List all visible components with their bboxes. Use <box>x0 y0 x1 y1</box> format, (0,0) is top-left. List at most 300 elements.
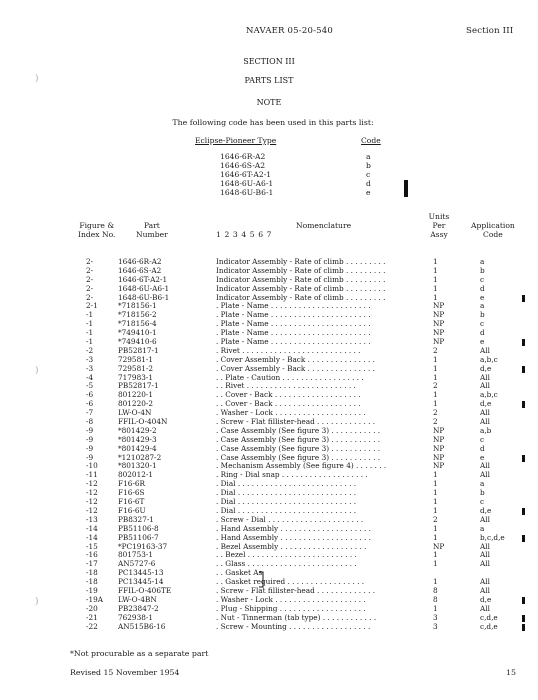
nomenclature: . Cover Assembly - Back . . . . . . . . . . . . . . . <box>216 355 375 364</box>
table-row <box>0 391 538 400</box>
code-type: 1648-6U-B6-1 <box>220 188 274 198</box>
units-per-assy: NP <box>433 452 445 462</box>
figure-index: -12 <box>86 497 98 507</box>
units-per-assy: NP <box>433 328 445 338</box>
change-bar <box>522 339 525 346</box>
table-row <box>0 311 538 320</box>
nomenclature: . Dial . . . . . . . . . . . . . . . . . . . . . . . . . . <box>216 480 357 489</box>
section-title: SECTION III <box>243 57 295 66</box>
col-app-line1: Application <box>471 221 515 230</box>
nomenclature: . Screw - Flat fillister-head . . . . . . . . . . . . . <box>216 586 376 595</box>
units-per-assy: NP <box>433 301 445 311</box>
table-row <box>0 445 538 454</box>
application-code: All <box>480 417 490 427</box>
change-bar <box>522 295 525 302</box>
note-heading: NOTE <box>256 98 282 107</box>
part-number: 801220-1 <box>118 390 153 400</box>
nomenclature: . Case Assembly (See figure 3) . . . . . . . . . . . <box>216 435 381 444</box>
nomenclature: Indicator Assembly - Rate of climb . . . . . . . . . <box>216 275 386 284</box>
application-code: b,c,d,e <box>480 532 505 542</box>
col-nomenclature-header: Nomenclature <box>296 221 352 230</box>
parts-table <box>0 258 538 631</box>
part-number: F16-6S <box>118 488 145 498</box>
units-per-assy: 1 <box>433 292 438 302</box>
figure-index: -21 <box>86 612 98 622</box>
part-number: *801320-1 <box>118 461 157 471</box>
figure-index: -1 <box>86 328 94 338</box>
application-code: b <box>480 310 485 320</box>
nomenclature: . . Rivet . . . . . . . . . . . . . . . . . . . . . . . . <box>216 382 356 391</box>
col-units-line2: Per <box>432 221 446 230</box>
application-code: All <box>480 603 490 613</box>
part-number: *PC19163-37 <box>118 541 168 551</box>
code-letter: e <box>366 188 371 198</box>
nomenclature: . Case Assembly (See figure 3) . . . . . . . . . . . <box>216 453 381 462</box>
code-row <box>220 161 371 171</box>
table-row <box>0 454 538 463</box>
table-row <box>0 489 538 498</box>
table-row <box>0 258 538 267</box>
figure-index: -1 <box>86 319 94 329</box>
part-number: 1648-6U-B6-1 <box>118 292 170 302</box>
col-part-line1: Part <box>143 221 160 230</box>
part-number: *1210287-2 <box>118 452 162 462</box>
part-number: *718156-2 <box>118 310 157 320</box>
units-per-assy: 2 <box>433 381 438 391</box>
code-letter: c <box>366 170 371 180</box>
table-row <box>0 534 538 543</box>
application-code: d,e <box>480 505 492 515</box>
units-per-assy: 1 <box>433 372 438 382</box>
units-per-assy: 1 <box>433 265 438 275</box>
part-number: F16-6U <box>118 505 146 515</box>
application-code: d <box>480 443 485 453</box>
figure-index: -12 <box>86 488 98 498</box>
application-code: e <box>480 452 485 462</box>
units-per-assy: 2 <box>433 408 438 418</box>
table-row <box>0 294 538 303</box>
col-units-header <box>425 212 453 239</box>
application-code: d,e <box>480 594 492 604</box>
part-number: 1646-6R-A2 <box>118 257 162 266</box>
application-code: All <box>480 541 490 551</box>
part-number: 729581-2 <box>118 363 153 373</box>
code-row <box>220 179 371 189</box>
application-code: All <box>480 585 490 595</box>
table-row <box>0 374 538 383</box>
part-number: AN515B6-16 <box>118 621 166 631</box>
application-code: a <box>480 257 485 266</box>
figure-index: -12 <box>86 505 98 515</box>
figure-index: -19A <box>86 594 104 604</box>
figure-index: -9 <box>86 452 94 462</box>
nomenclature: . . Cover - Back . . . . . . . . . . . . . . . . . . . <box>216 400 361 409</box>
note-text: The following code has been used in this parts list: <box>172 118 374 127</box>
figure-index: -16 <box>86 550 98 560</box>
page-number: 15 <box>506 668 516 677</box>
figure-index: -14 <box>86 532 98 542</box>
units-per-assy: 1 <box>433 399 438 409</box>
section-label: Section III <box>466 26 514 36</box>
table-row <box>0 347 538 356</box>
units-per-assy: 1 <box>433 550 438 560</box>
code-row <box>220 188 371 198</box>
change-bar <box>522 597 525 604</box>
application-code: All <box>480 461 490 471</box>
application-code: c,d,e <box>480 621 498 631</box>
application-code: All <box>480 514 490 524</box>
nomenclature: . Hand Assembly . . . . . . . . . . . . . . . . . . . . <box>216 524 371 533</box>
col-figure-header <box>78 221 115 239</box>
nomenclature: . Dial . . . . . . . . . . . . . . . . . . . . . . . . . . <box>216 498 357 507</box>
gasket-bracket <box>258 571 266 589</box>
figure-index: -3 <box>86 354 94 364</box>
application-code: c <box>480 497 485 507</box>
code-letter: a <box>366 152 371 161</box>
application-code: b <box>480 265 485 275</box>
table-row <box>0 578 538 587</box>
part-number: *749410-1 <box>118 328 157 338</box>
figure-index: -13 <box>86 514 98 524</box>
table-row <box>0 320 538 329</box>
col-figure-line2: Index No. <box>78 230 116 239</box>
units-per-assy: 1 <box>433 497 438 507</box>
figure-index: 2- <box>86 283 94 293</box>
nomenclature: . Mechanism Assembly (See figure 4) . . . . . . . <box>216 462 387 471</box>
table-row <box>0 409 538 418</box>
application-code: b <box>480 488 485 498</box>
units-per-assy: NP <box>433 461 445 471</box>
figure-index: -17 <box>86 559 98 569</box>
nomenclature: . Nut - Tinnerman (tab type) . . . . . . . . . . . . <box>216 613 377 622</box>
nomenclature: Indicator Assembly - Rate of climb . . . . . . . . . <box>216 293 386 302</box>
application-code: All <box>480 372 490 382</box>
col-units-line1: Units <box>428 212 450 221</box>
units-per-assy: 1 <box>433 283 438 293</box>
part-number: PC13445-14 <box>118 577 164 587</box>
nomenclature: Indicator Assembly - Rate of climb . . . . . . . . . <box>216 284 386 293</box>
part-number: PB51106-8 <box>118 523 159 533</box>
application-code: All <box>480 345 490 355</box>
table-row <box>0 596 538 605</box>
application-code: All <box>480 559 490 569</box>
change-bar <box>522 535 525 542</box>
nomenclature: Indicator Assembly - Rate of climb . . . . . . . . . <box>216 258 386 266</box>
code-type: 1646-6T-A2-1 <box>220 170 272 180</box>
units-per-assy: 1 <box>433 479 438 489</box>
figure-index: -9 <box>86 434 94 444</box>
table-row <box>0 382 538 391</box>
units-per-assy: 1 <box>433 532 438 542</box>
table-row <box>0 302 538 311</box>
nomenclature: . Plug - Shipping . . . . . . . . . . . . . . . . . . . <box>216 604 366 613</box>
table-row <box>0 276 538 285</box>
nomenclature: . Washer - Lock . . . . . . . . . . . . . . . . . . . . <box>216 595 366 604</box>
part-number: F16-6R <box>118 479 145 489</box>
code-code-header-label: Code <box>361 136 381 145</box>
application-code: All <box>480 381 490 391</box>
units-per-assy: 1 <box>433 559 438 569</box>
part-number: PB52817-1 <box>118 345 159 355</box>
col-figure-line1: Figure & <box>79 221 115 230</box>
change-bar <box>522 366 525 373</box>
units-per-assy: 8 <box>433 585 438 595</box>
units-per-assy: NP <box>433 425 445 435</box>
nomenclature: . Plate - Name . . . . . . . . . . . . . . . . . . . . . . <box>216 338 371 347</box>
application-code: d <box>480 328 485 338</box>
revision-date: Revised 15 November 1954 <box>70 668 180 677</box>
units-per-assy: 2 <box>433 417 438 427</box>
table-row <box>0 614 538 623</box>
nomenclature: . . Glass . . . . . . . . . . . . . . . . . . . . . . . . <box>216 560 357 569</box>
nomenclature: . Plate - Name . . . . . . . . . . . . . . . . . . . . . . <box>216 311 371 320</box>
nomenclature: . Cover Assembly - Back . . . . . . . . . . . . . . . <box>216 364 375 373</box>
col-part-header <box>136 221 168 239</box>
part-number: *718156-1 <box>118 301 157 311</box>
nomenclature: . Hand Assembly . . . . . . . . . . . . . . . . . . . . <box>216 533 371 542</box>
nomenclature: . Dial . . . . . . . . . . . . . . . . . . . . . . . . . . <box>216 489 357 498</box>
table-row <box>0 267 538 276</box>
table-row <box>0 338 538 347</box>
nomenclature: . Case Assembly (See figure 3) . . . . . . . . . . . <box>216 426 381 435</box>
units-per-assy: NP <box>433 443 445 453</box>
application-code: d,e <box>480 363 492 373</box>
part-number: PB23847-2 <box>118 603 159 613</box>
nomenclature: . Screw - Dial . . . . . . . . . . . . . . . . . . . . . <box>216 515 364 524</box>
figure-index: -7 <box>86 408 94 418</box>
table-row <box>0 525 538 534</box>
nomenclature: . Plate - Name . . . . . . . . . . . . . . . . . . . . . . <box>216 302 371 311</box>
table-row <box>0 587 538 596</box>
table-row <box>0 569 538 578</box>
nomenclature: . Screw - Mounting . . . . . . . . . . . . . . . . . . <box>216 622 371 631</box>
part-number: *801429-2 <box>118 425 157 435</box>
col-part-line2: Number <box>136 230 168 239</box>
figure-index: -5 <box>86 381 94 391</box>
change-bar <box>522 455 525 462</box>
figure-index: -6 <box>86 399 94 409</box>
units-per-assy: NP <box>433 434 445 444</box>
margin-mark: ) <box>35 597 39 607</box>
table-row <box>0 623 538 632</box>
code-row <box>220 170 371 180</box>
table-row <box>0 400 538 409</box>
units-per-assy: 1 <box>433 257 438 266</box>
part-number: 802012-1 <box>118 470 153 480</box>
units-per-assy: 1 <box>433 488 438 498</box>
code-table <box>220 152 371 198</box>
part-number: PB8327-1 <box>118 514 154 524</box>
figure-index: 2- <box>86 274 94 284</box>
change-bar <box>522 508 525 515</box>
figure-index: -12 <box>86 479 98 489</box>
application-code: d,e <box>480 399 492 409</box>
units-per-assy: 1 <box>433 577 438 587</box>
application-code: a <box>480 301 485 311</box>
units-per-assy: 8 <box>433 594 438 604</box>
col-units-line3: Assy <box>430 230 448 239</box>
figure-index: -19 <box>86 585 98 595</box>
figure-index: -18 <box>86 568 98 578</box>
part-number: F16-6T <box>118 497 145 507</box>
units-per-assy: 1 <box>433 390 438 400</box>
table-row <box>0 427 538 436</box>
units-per-assy: NP <box>433 337 445 347</box>
figure-index: 2- <box>86 257 94 266</box>
table-row <box>0 418 538 427</box>
units-per-assy: 1 <box>433 470 438 480</box>
table-row <box>0 498 538 507</box>
figure-index: -10 <box>86 461 98 471</box>
figure-index: -20 <box>86 603 98 613</box>
figure-index: -11 <box>86 470 98 480</box>
code-letter: d <box>366 179 371 189</box>
part-number: PC13445-13 <box>118 568 164 578</box>
figure-index: -22 <box>86 621 98 631</box>
part-number: *749410-6 <box>118 337 157 347</box>
application-code: a,b <box>480 425 492 435</box>
nomenclature: . Plate - Name . . . . . . . . . . . . . . . . . . . . . . <box>216 329 371 338</box>
change-bar <box>522 615 525 622</box>
figure-index: -4 <box>86 372 94 382</box>
nomenclature: Indicator Assembly - Rate of climb . . . . . . . . . <box>216 266 386 275</box>
figure-index: -9 <box>86 443 94 453</box>
application-code: e <box>480 337 485 347</box>
application-code: e <box>480 292 485 302</box>
table-row <box>0 356 538 365</box>
table-row <box>0 516 538 525</box>
application-code: a,b,c <box>480 354 498 364</box>
part-number: 1646-6S-A2 <box>118 265 162 275</box>
part-number: AN5727-6 <box>118 559 156 569</box>
nomenclature: . Screw - Flat fillister-head . . . . . . . . . . . . . <box>216 418 376 427</box>
table-row <box>0 543 538 552</box>
nomenclature: . Dial . . . . . . . . . . . . . . . . . . . . . . . . . . <box>216 506 357 515</box>
application-code: All <box>480 577 490 587</box>
part-number: *718156-4 <box>118 319 157 329</box>
part-number: *801429-4 <box>118 443 157 453</box>
nomenclature: . . Plate - Caution . . . . . . . . . . . . . . . . . . <box>216 373 364 382</box>
code-code-header <box>361 136 381 145</box>
figure-index: -1 <box>86 310 94 320</box>
nomenclature: . Rivet . . . . . . . . . . . . . . . . . . . . . . . . . . <box>216 346 361 355</box>
application-code: a <box>480 523 485 533</box>
application-code: All <box>480 470 490 480</box>
application-code: c <box>480 434 485 444</box>
table-row <box>0 605 538 614</box>
units-per-assy: NP <box>433 310 445 320</box>
table-row <box>0 285 538 294</box>
code-type: 1648-6U-A6-1 <box>220 179 274 189</box>
figure-index: -3 <box>86 363 94 373</box>
figure-index: -6 <box>86 390 94 400</box>
table-row <box>0 471 538 480</box>
units-per-assy: 1 <box>433 354 438 364</box>
margin-mark: ) <box>35 366 39 376</box>
part-number: 801220-2 <box>118 399 153 409</box>
units-per-assy: 1 <box>433 603 438 613</box>
units-per-assy: 2 <box>433 514 438 524</box>
col-indent-header: 1 2 3 4 5 6 7 <box>216 230 273 239</box>
figure-index: 2- <box>86 292 94 302</box>
table-row <box>0 507 538 516</box>
part-number: 729581-1 <box>118 354 153 364</box>
col-application-header <box>471 221 515 239</box>
part-number: LW-O-4BN <box>118 594 157 604</box>
code-row <box>220 152 371 161</box>
nomenclature: . . Gasket required . . . . . . . . . . . . . . . . . <box>216 578 365 587</box>
margin-mark: ) <box>35 74 39 84</box>
parts-list-title: PARTS LIST <box>244 76 294 85</box>
nomenclature: . Bezel Assembly . . . . . . . . . . . . . . . . . . . <box>216 542 367 551</box>
units-per-assy: 1 <box>433 523 438 533</box>
part-number: PB52817-1 <box>118 381 159 391</box>
part-number: 801753-1 <box>118 550 153 560</box>
table-row <box>0 560 538 569</box>
change-bar <box>404 180 408 197</box>
units-per-assy: 3 <box>433 621 438 631</box>
table-row <box>0 462 538 471</box>
col-app-line2: Code <box>483 230 503 239</box>
part-number: 1646-6T-A2-1 <box>118 274 168 284</box>
application-code: c,d,e <box>480 612 498 622</box>
units-per-assy: NP <box>433 541 445 551</box>
table-row <box>0 436 538 445</box>
code-type: 1646-6S-A2 <box>220 161 266 171</box>
application-code: a <box>480 479 485 489</box>
table-row <box>0 365 538 374</box>
change-bar <box>522 401 525 408</box>
figure-index: 2-1 <box>86 301 98 311</box>
part-number: 717983-1 <box>118 372 153 382</box>
part-number: LW-O-4N <box>118 408 152 418</box>
figure-index: -9 <box>86 425 94 435</box>
nomenclature: . Washer - Lock . . . . . . . . . . . . . . . . . . . . <box>216 409 366 418</box>
table-row <box>0 329 538 338</box>
figure-index: 2- <box>86 265 94 275</box>
units-per-assy: 3 <box>433 612 438 622</box>
nomenclature: . Ring - Dial snap . . . . . . . . . . . . . . . . . . . <box>216 471 368 480</box>
application-code: d <box>480 283 485 293</box>
application-code: c <box>480 274 485 284</box>
code-type-header <box>195 136 276 145</box>
change-bar <box>522 624 525 631</box>
footnote: *Not procurable as a separate part <box>70 649 209 658</box>
units-per-assy: NP <box>433 319 445 329</box>
application-code: c <box>480 319 485 329</box>
application-code: All <box>480 550 490 560</box>
part-number: 1648-6U-A6-1 <box>118 283 170 293</box>
units-per-assy: 1 <box>433 363 438 373</box>
figure-index: -14 <box>86 523 98 533</box>
part-number: *801429-3 <box>118 434 157 444</box>
document-number: NAVAER 05-20-540 <box>246 26 333 36</box>
units-per-assy: 1 <box>433 274 438 284</box>
figure-index: -2 <box>86 345 94 355</box>
nomenclature: . . Gasket As <box>216 569 263 578</box>
units-per-assy: 1 <box>433 505 438 515</box>
application-code: a,b,c <box>480 390 498 400</box>
units-per-assy: 2 <box>433 345 438 355</box>
figure-index: -15 <box>86 541 98 551</box>
code-letter: b <box>366 161 371 171</box>
nomenclature: . . Bezel . . . . . . . . . . . . . . . . . . . . . . . . <box>216 551 357 560</box>
part-number: FFIL-O-404N <box>118 417 168 427</box>
table-row <box>0 551 538 560</box>
part-number: PB51106-7 <box>118 532 159 542</box>
nomenclature: . . Cover - Back . . . . . . . . . . . . . . . . . . . <box>216 391 361 400</box>
code-type: 1646-6R-A2 <box>220 152 266 161</box>
